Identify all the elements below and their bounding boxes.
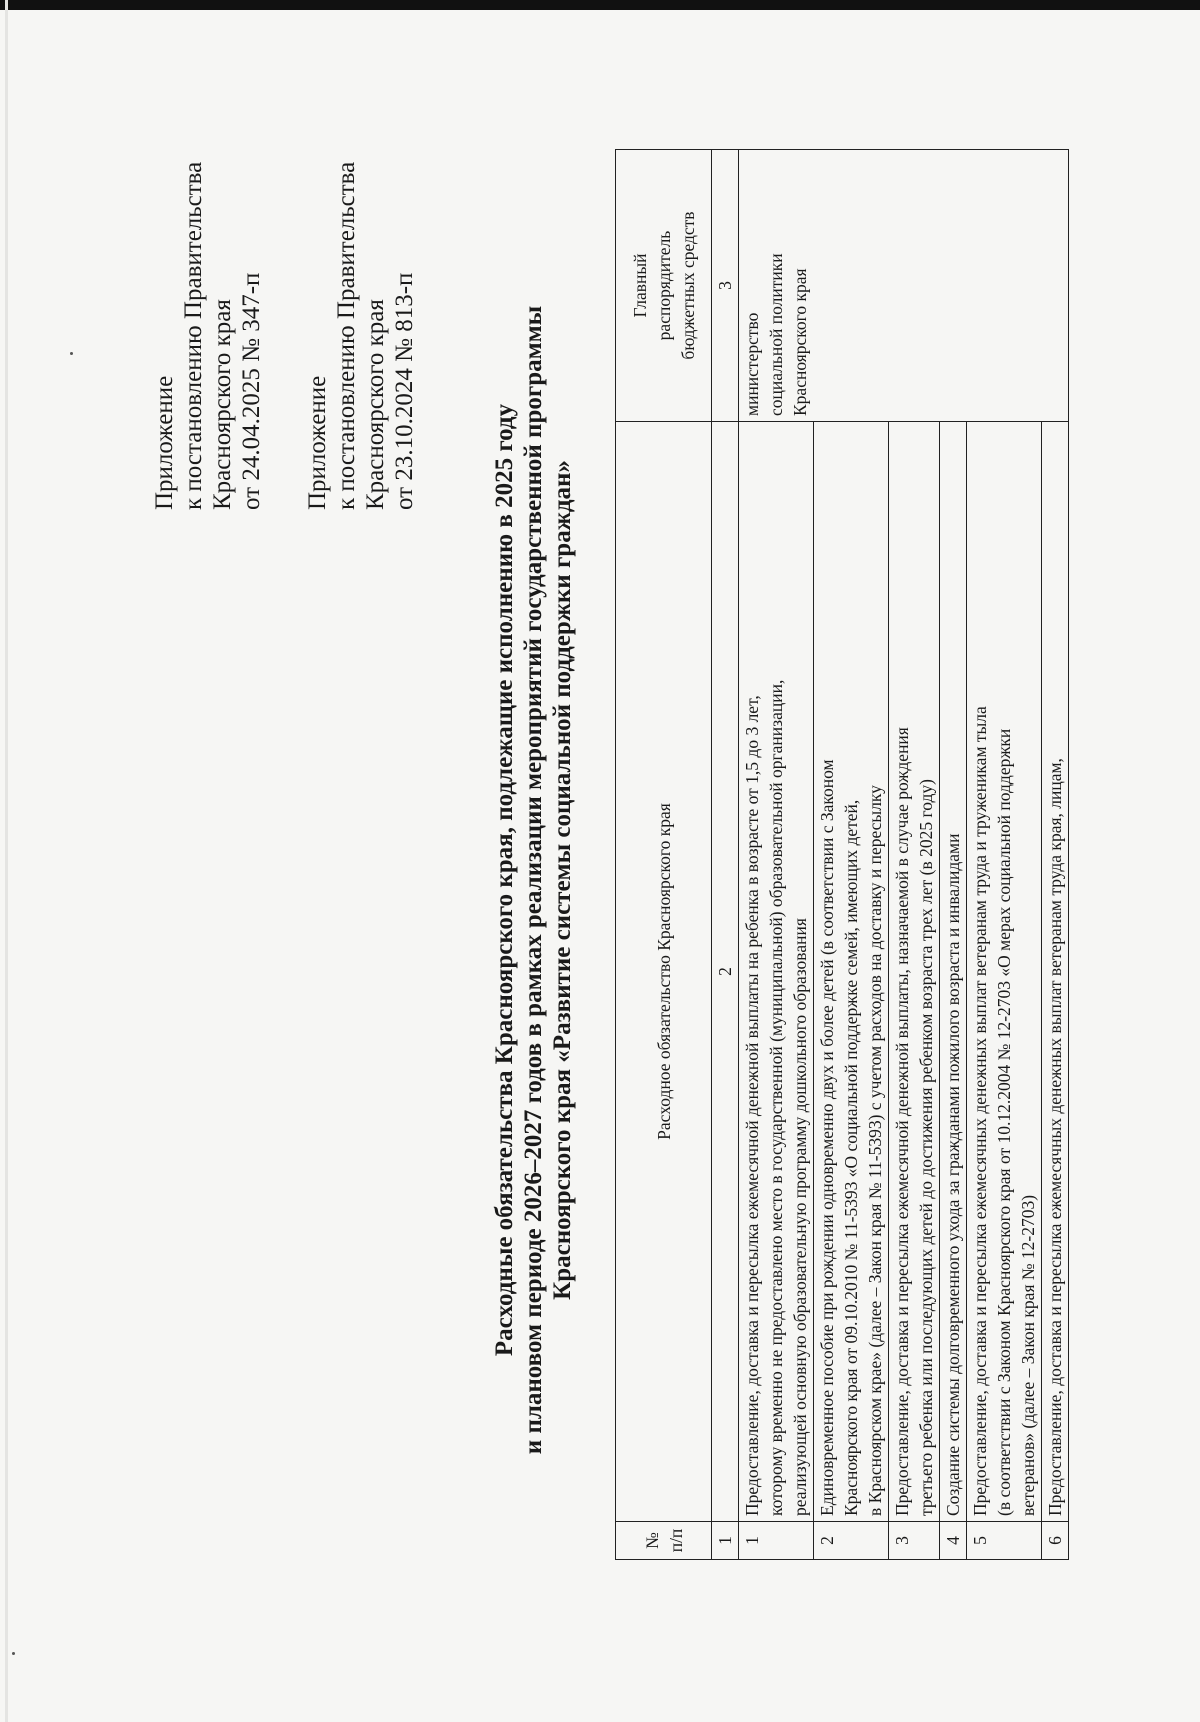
obligation-line: ветеранов» (далее – Закон края № 12-2703) (1018, 1194, 1038, 1516)
appendix-current (150, 162, 266, 510)
numbering-cell: 1 (712, 1522, 739, 1560)
row-number: 5 (967, 1522, 1042, 1560)
table-row (739, 150, 814, 1560)
appendix-current-line: Приложение (151, 375, 178, 510)
document-page (40, 100, 1080, 1660)
header-number (616, 1522, 712, 1560)
manager-line: Красноярского края (790, 268, 810, 416)
header-number-line: п/п (665, 1528, 686, 1553)
obligation-line: Единовременное пособие при рождении одновременно двух и более детей (в соответствии с Законом (817, 759, 837, 1516)
obligation-text (889, 422, 940, 1522)
header-manager-line: Главный (629, 253, 650, 318)
table-header-row (616, 150, 712, 1560)
obligation-line: Предоставление, доставка и пересылка ежемесячной денежной выплаты, назначаемой в случае рождения (892, 727, 912, 1516)
obligation-line: реализующей основную образовательную программу дошкольного образования (790, 918, 810, 1516)
title-line: Расходные обязательства Красноярского края, подлежащие исполнению в 2025 году (491, 403, 518, 1357)
obligation-line: Предоставление, доставка и пересылка ежемесячных денежных выплат ветеранам труда и труженикам тыла (970, 706, 990, 1516)
appendix-current-line: к постановлению Правительства (180, 161, 207, 510)
row-number: 2 (814, 1522, 889, 1560)
manager-cell (739, 150, 1069, 422)
numbering-cell: 3 (712, 150, 739, 422)
row-number: 4 (940, 1522, 967, 1560)
header-manager-line: распорядитель (653, 230, 674, 341)
obligation-line: Красноярского края от 09.10.2010 № 11-5393 «О социальной поддержке семей, имеющих детей, (841, 799, 861, 1516)
numbering-cell: 2 (712, 422, 739, 1522)
appendix-previous (303, 162, 419, 510)
document-title (490, 100, 577, 1660)
header-obligation: Расходное обязательство Красноярского края (616, 422, 712, 1522)
obligation-line: Предоставление, доставка и пересылка ежемесячной денежной выплаты на ребенка в возрасте от 1,5 до 3 лет, (742, 695, 762, 1516)
obligation-line: Предоставление, доставка и пересылка ежемесячных денежных выплат ветеранам труда края, лицам, (1045, 758, 1065, 1516)
row-number: 1 (739, 1522, 814, 1560)
obligation-text (940, 422, 967, 1522)
header-number-line: № (641, 1532, 662, 1549)
title-line: Красноярского края «Развитие системы социальной поддержки граждан» (549, 460, 576, 1300)
row-number: 6 (1042, 1522, 1069, 1560)
header-manager-line: бюджетных средств (677, 211, 698, 360)
obligations-table (615, 149, 1069, 1560)
obligation-line: которому временно не предоставлено место в государственной (муниципальной) образовательной организации, (766, 679, 786, 1516)
row-number: 3 (889, 1522, 940, 1560)
obligation-text (739, 422, 814, 1522)
appendix-previous-line: Приложение (304, 375, 331, 510)
manager-line: министерство (742, 312, 762, 416)
header-manager (616, 150, 712, 422)
appendix-current-line: Красноярского края (209, 299, 236, 510)
obligation-text (1042, 422, 1069, 1522)
obligation-line: в Красноярском крае» (далее – Закон края № 11-5393) с учетом расходов на доставку и пересылку (865, 785, 885, 1516)
scan-left-edge (5, 0, 8, 1722)
obligation-text (967, 422, 1042, 1522)
obligation-line: третьего ребенка или последующих детей до достижения ребенком возраста трех лет (в 2025 году) (916, 779, 936, 1516)
obligation-line: (в соответствии с Законом Красноярского края от 10.12.2004 № 12-2703 «О мерах социальной поддержки (994, 728, 1014, 1516)
appendix-previous-line: Красноярского края (362, 299, 389, 510)
manager-line: социальной политики (766, 253, 786, 416)
title-line: и плановом периоде 2026–2027 годов в рамках реализации мероприятий государственной программы (520, 305, 547, 1455)
appendix-previous-line: к постановлению Правительства (333, 161, 360, 510)
column-numbering-row (712, 150, 739, 1560)
appendix-previous-line: от 23.10.2024 № 813-п (391, 272, 418, 510)
appendix-current-line: от 24.04.2025 № 347-п (238, 272, 265, 510)
scan-speck (12, 1652, 15, 1655)
obligation-text (814, 422, 889, 1522)
scan-top-edge (0, 0, 1200, 10)
obligation-line: Создание системы долговременного ухода за гражданами пожилого возраста и инвалидами (943, 833, 963, 1516)
